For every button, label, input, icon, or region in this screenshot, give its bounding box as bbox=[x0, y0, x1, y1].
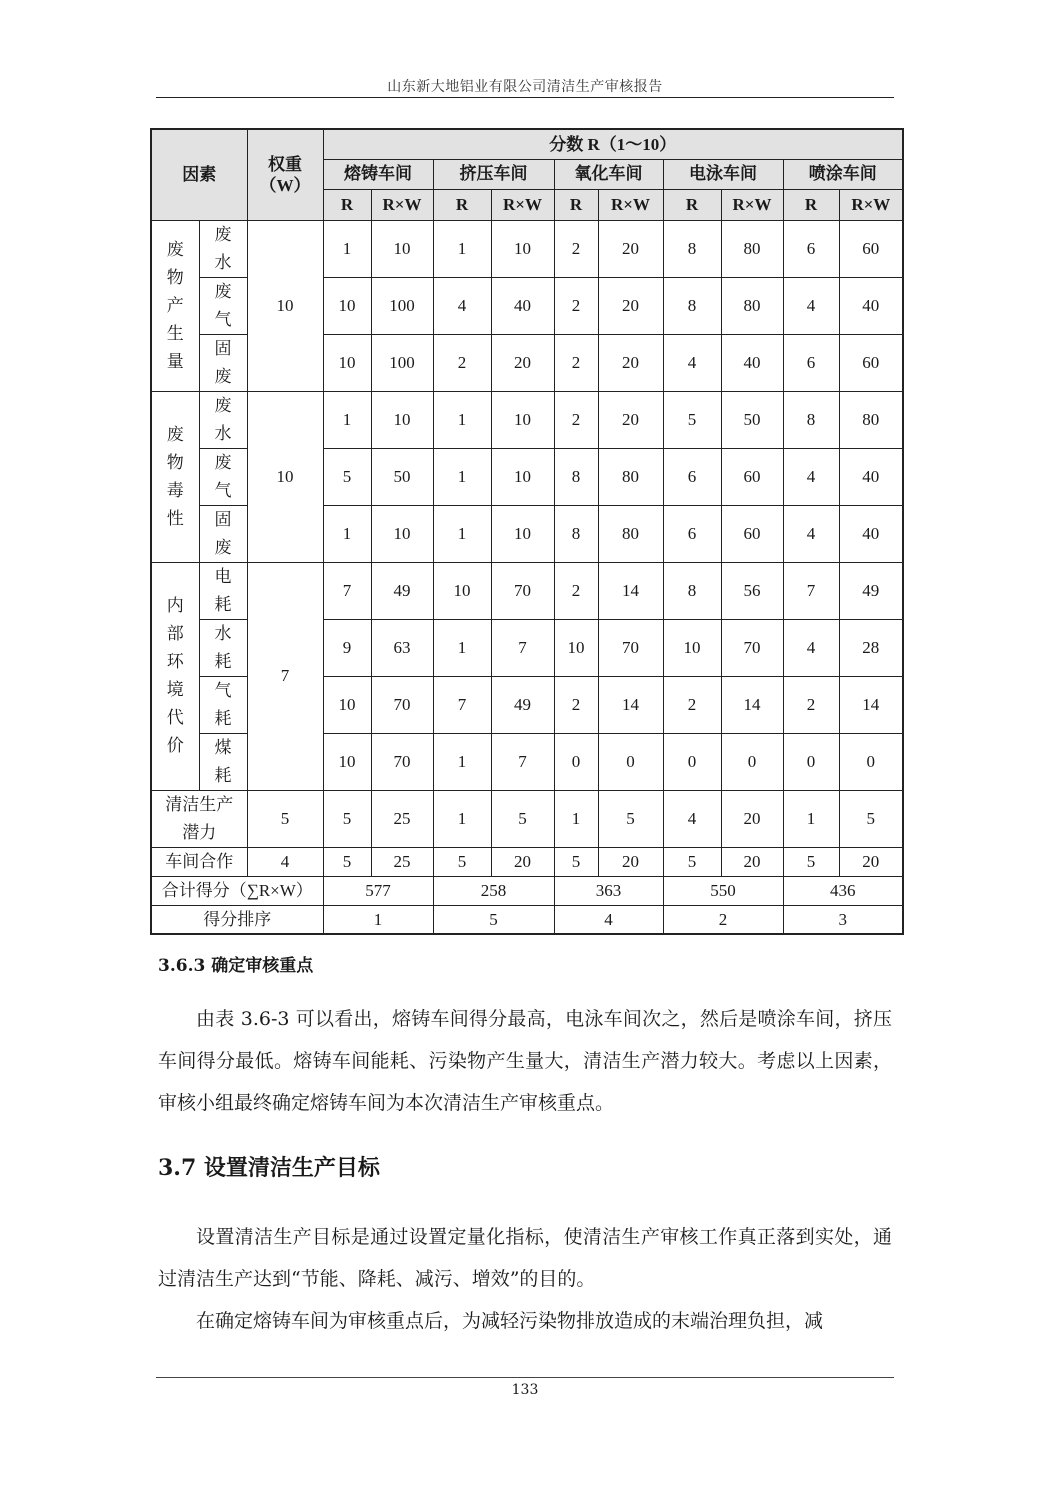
score-rw-cell: 50 bbox=[371, 448, 433, 505]
score-rw-cell: 5 bbox=[598, 790, 663, 847]
score-rw-cell: 50 bbox=[721, 391, 783, 448]
factor-sub-text: 水耗 bbox=[214, 623, 232, 671]
score-r-cell: 8 bbox=[554, 448, 598, 505]
factor-group-text: 废物毒性 bbox=[166, 424, 184, 528]
table-header bbox=[151, 129, 903, 220]
score-rw-cell: 10 bbox=[371, 391, 433, 448]
factor-sub-label bbox=[199, 334, 247, 391]
factor-sub-text: 固废 bbox=[214, 338, 232, 386]
factor-sub-label bbox=[199, 220, 247, 277]
score-r-cell: 0 bbox=[663, 733, 721, 790]
total-value: 436 bbox=[783, 876, 903, 905]
score-r-cell: 0 bbox=[554, 733, 598, 790]
score-r-cell: 2 bbox=[554, 220, 598, 277]
score-r-cell: 10 bbox=[663, 619, 721, 676]
score-rw-cell: 5 bbox=[839, 790, 903, 847]
score-rw-cell: 20 bbox=[598, 847, 663, 876]
score-r-cell: 10 bbox=[323, 676, 371, 733]
header-rule bbox=[156, 97, 894, 98]
cooperation-label: 车间合作 bbox=[151, 847, 247, 876]
header-rw: R×W bbox=[491, 189, 554, 220]
score-r-cell: 1 bbox=[323, 220, 371, 277]
score-r-cell: 9 bbox=[323, 619, 371, 676]
score-r-cell: 6 bbox=[783, 334, 839, 391]
score-r-cell: 4 bbox=[433, 277, 491, 334]
factor-sub-text: 气耗 bbox=[214, 680, 232, 728]
score-rw-cell: 49 bbox=[371, 562, 433, 619]
rank-value: 1 bbox=[323, 905, 433, 934]
score-rw-cell: 49 bbox=[491, 676, 554, 733]
total-value: 550 bbox=[663, 876, 783, 905]
score-r-cell: 2 bbox=[554, 562, 598, 619]
weight-cell: 10 bbox=[247, 391, 323, 562]
score-rw-cell: 20 bbox=[598, 391, 663, 448]
score-rw-cell: 10 bbox=[371, 505, 433, 562]
score-r-cell: 4 bbox=[783, 277, 839, 334]
score-r-cell: 10 bbox=[323, 334, 371, 391]
score-r-cell: 2 bbox=[554, 334, 598, 391]
factor-sub-text: 电耗 bbox=[214, 566, 232, 614]
score-rw-cell: 5 bbox=[491, 790, 554, 847]
score-rw-cell: 20 bbox=[721, 847, 783, 876]
score-r-cell: 2 bbox=[433, 334, 491, 391]
score-r-cell: 2 bbox=[554, 676, 598, 733]
total-value: 363 bbox=[554, 876, 663, 905]
score-r-cell: 5 bbox=[323, 847, 371, 876]
score-rw-cell: 70 bbox=[598, 619, 663, 676]
score-rw-cell: 63 bbox=[371, 619, 433, 676]
factor-group-text: 废物产生量 bbox=[166, 239, 184, 371]
header-weight-line1: 权重 bbox=[268, 154, 302, 174]
footer-rule bbox=[156, 1377, 894, 1378]
score-r-cell: 5 bbox=[663, 847, 721, 876]
factor-sub-label bbox=[199, 733, 247, 790]
score-rw-cell: 28 bbox=[839, 619, 903, 676]
weight-cell: 10 bbox=[247, 220, 323, 391]
header-r: R bbox=[433, 189, 491, 220]
factor-sub-label bbox=[199, 505, 247, 562]
score-rw-cell: 20 bbox=[721, 790, 783, 847]
score-rw-cell: 20 bbox=[598, 277, 663, 334]
score-r-cell: 1 bbox=[554, 790, 598, 847]
score-r-cell: 4 bbox=[783, 505, 839, 562]
page-number: 133 bbox=[511, 1382, 539, 1398]
rank-value: 4 bbox=[554, 905, 663, 934]
score-rw-cell: 10 bbox=[371, 220, 433, 277]
score-r-cell: 8 bbox=[663, 562, 721, 619]
score-rw-cell: 10 bbox=[491, 448, 554, 505]
score-rw-cell: 10 bbox=[491, 505, 554, 562]
header-factor: 因素 bbox=[151, 129, 247, 220]
cooperation-row bbox=[151, 847, 903, 876]
score-r-cell: 10 bbox=[554, 619, 598, 676]
table-row bbox=[151, 562, 903, 619]
score-rw-cell: 10 bbox=[491, 391, 554, 448]
score-rw-cell: 60 bbox=[721, 448, 783, 505]
factor-group-label bbox=[151, 562, 199, 790]
score-r-cell: 8 bbox=[783, 391, 839, 448]
rank-row bbox=[151, 905, 903, 934]
score-r-cell: 10 bbox=[323, 277, 371, 334]
score-rw-cell: 100 bbox=[371, 334, 433, 391]
factor-group-label bbox=[151, 391, 199, 562]
table-body bbox=[151, 220, 903, 934]
score-r-cell: 1 bbox=[433, 505, 491, 562]
score-r-cell: 1 bbox=[433, 619, 491, 676]
factor-sub-text: 煤耗 bbox=[214, 737, 232, 785]
score-r-cell: 0 bbox=[783, 733, 839, 790]
score-rw-cell: 40 bbox=[491, 277, 554, 334]
score-rw-cell: 80 bbox=[598, 448, 663, 505]
score-r-cell: 7 bbox=[433, 676, 491, 733]
score-r-cell: 5 bbox=[554, 847, 598, 876]
table-row bbox=[151, 391, 903, 448]
header-r: R bbox=[554, 189, 598, 220]
header-workshop: 电泳车间 bbox=[663, 159, 783, 189]
score-r-cell: 10 bbox=[323, 733, 371, 790]
score-rw-cell: 40 bbox=[839, 505, 903, 562]
score-rw-cell: 70 bbox=[491, 562, 554, 619]
score-r-cell: 1 bbox=[433, 790, 491, 847]
score-r-cell: 10 bbox=[433, 562, 491, 619]
factor-sub-label bbox=[199, 562, 247, 619]
factor-sub-text: 废水 bbox=[214, 395, 232, 443]
score-r-cell: 5 bbox=[663, 391, 721, 448]
score-r-cell: 5 bbox=[323, 790, 371, 847]
scoring-table bbox=[150, 128, 904, 935]
score-rw-cell: 20 bbox=[839, 847, 903, 876]
rank-value: 3 bbox=[783, 905, 903, 934]
factor-sub-text: 固废 bbox=[214, 509, 232, 557]
score-rw-cell: 40 bbox=[839, 448, 903, 505]
score-r-cell: 4 bbox=[783, 619, 839, 676]
header-r: R bbox=[783, 189, 839, 220]
total-row bbox=[151, 876, 903, 905]
score-rw-cell: 70 bbox=[371, 676, 433, 733]
score-rw-cell: 70 bbox=[721, 619, 783, 676]
header-score-group: 分数 R（1～10） bbox=[323, 129, 903, 159]
header-workshop: 熔铸车间 bbox=[323, 159, 433, 189]
score-rw-cell: 0 bbox=[839, 733, 903, 790]
score-rw-cell: 40 bbox=[721, 334, 783, 391]
table-row bbox=[151, 220, 903, 277]
score-rw-cell: 0 bbox=[598, 733, 663, 790]
header-rw: R×W bbox=[839, 189, 903, 220]
score-rw-cell: 40 bbox=[839, 277, 903, 334]
potential-label: 清洁生产潜力 bbox=[151, 790, 247, 847]
factor-sub-label bbox=[199, 448, 247, 505]
header-weight-line2: （W） bbox=[259, 175, 311, 195]
score-r-cell: 8 bbox=[554, 505, 598, 562]
score-rw-cell: 56 bbox=[721, 562, 783, 619]
score-rw-cell: 20 bbox=[598, 220, 663, 277]
score-r-cell: 7 bbox=[783, 562, 839, 619]
header-workshop: 喷涂车间 bbox=[783, 159, 903, 189]
factor-sub-label bbox=[199, 676, 247, 733]
score-r-cell: 1 bbox=[783, 790, 839, 847]
score-rw-cell: 100 bbox=[371, 277, 433, 334]
score-rw-cell: 14 bbox=[839, 676, 903, 733]
score-r-cell: 8 bbox=[663, 277, 721, 334]
rank-value: 2 bbox=[663, 905, 783, 934]
score-rw-cell: 49 bbox=[839, 562, 903, 619]
score-rw-cell: 80 bbox=[598, 505, 663, 562]
score-rw-cell: 14 bbox=[721, 676, 783, 733]
score-r-cell: 6 bbox=[783, 220, 839, 277]
factor-sub-text: 废气 bbox=[214, 281, 232, 329]
score-r-cell: 4 bbox=[783, 448, 839, 505]
section-paragraph-3-7-2: 在确定熔铸车间为审核重点后，为减轻污染物排放造成的末端治理负担，减 bbox=[196, 1310, 824, 1332]
total-value: 577 bbox=[323, 876, 433, 905]
score-r-cell: 2 bbox=[783, 676, 839, 733]
factor-sub-text: 废水 bbox=[214, 224, 232, 272]
score-r-cell: 1 bbox=[433, 448, 491, 505]
score-rw-cell: 80 bbox=[721, 277, 783, 334]
potential-row bbox=[151, 790, 903, 847]
score-r-cell: 2 bbox=[554, 391, 598, 448]
score-rw-cell: 0 bbox=[721, 733, 783, 790]
weight-cell: 5 bbox=[247, 790, 323, 847]
header-weight bbox=[247, 129, 323, 220]
score-rw-cell: 14 bbox=[598, 562, 663, 619]
score-rw-cell: 25 bbox=[371, 790, 433, 847]
score-r-cell: 2 bbox=[554, 277, 598, 334]
score-r-cell: 5 bbox=[783, 847, 839, 876]
score-r-cell: 4 bbox=[663, 790, 721, 847]
score-r-cell: 1 bbox=[433, 733, 491, 790]
score-rw-cell: 14 bbox=[598, 676, 663, 733]
score-r-cell: 6 bbox=[663, 448, 721, 505]
score-r-cell: 5 bbox=[323, 448, 371, 505]
score-rw-cell: 7 bbox=[491, 733, 554, 790]
factor-sub-text: 废气 bbox=[214, 452, 232, 500]
score-rw-cell: 10 bbox=[491, 220, 554, 277]
total-value: 258 bbox=[433, 876, 554, 905]
section-paragraph-3-7-1: 设置清洁生产目标是通过设置定量化指标，使清洁生产审核工作真正落到实处，通过清洁生产达到“节能、降耗、减污、增效”的目的。 bbox=[158, 1226, 892, 1290]
score-r-cell: 1 bbox=[323, 505, 371, 562]
score-r-cell: 1 bbox=[433, 391, 491, 448]
factor-group-text: 内部环境代价 bbox=[166, 596, 184, 755]
score-rw-cell: 70 bbox=[371, 733, 433, 790]
header-rw: R×W bbox=[721, 189, 783, 220]
page-header: 山东新大地铝业有限公司清洁生产审核报告 bbox=[387, 79, 663, 95]
rank-value: 5 bbox=[433, 905, 554, 934]
score-r-cell: 1 bbox=[433, 220, 491, 277]
score-r-cell: 7 bbox=[323, 562, 371, 619]
score-rw-cell: 60 bbox=[839, 220, 903, 277]
score-r-cell: 2 bbox=[663, 676, 721, 733]
header-rw: R×W bbox=[598, 189, 663, 220]
total-label: 合计得分（∑R×W） bbox=[151, 876, 323, 905]
score-r-cell: 1 bbox=[323, 391, 371, 448]
section-paragraph-3-6-3: 由表 3.6-3 可以看出，熔铸车间得分最高，电泳车间次之，然后是喷涂车间，挤压车间得分最低。熔铸车间能耗、污染物产生量大，清洁生产潜力较大。考虑以上因素，审核小组最终确定熔铸车间为本次清洁生产审核重点。 bbox=[158, 1008, 892, 1114]
section-heading-3-7: 3.7 设置清洁生产目标 bbox=[158, 1155, 380, 1181]
header-r: R bbox=[323, 189, 371, 220]
factor-sub-label bbox=[199, 277, 247, 334]
score-rw-cell: 20 bbox=[598, 334, 663, 391]
header-workshop: 挤压车间 bbox=[433, 159, 554, 189]
section-heading-3-6-3: 3.6.3 确定审核重点 bbox=[158, 956, 314, 976]
score-rw-cell: 20 bbox=[491, 334, 554, 391]
score-rw-cell: 60 bbox=[721, 505, 783, 562]
score-rw-cell: 60 bbox=[839, 334, 903, 391]
weight-cell: 7 bbox=[247, 562, 323, 790]
header-rw: R×W bbox=[371, 189, 433, 220]
score-r-cell: 5 bbox=[433, 847, 491, 876]
score-r-cell: 4 bbox=[663, 334, 721, 391]
score-rw-cell: 80 bbox=[721, 220, 783, 277]
header-workshop: 氧化车间 bbox=[554, 159, 663, 189]
factor-sub-label bbox=[199, 391, 247, 448]
weight-cell: 4 bbox=[247, 847, 323, 876]
factor-sub-label bbox=[199, 619, 247, 676]
rank-label: 得分排序 bbox=[151, 905, 323, 934]
score-rw-cell: 80 bbox=[839, 391, 903, 448]
header-r: R bbox=[663, 189, 721, 220]
score-r-cell: 6 bbox=[663, 505, 721, 562]
score-rw-cell: 20 bbox=[491, 847, 554, 876]
factor-group-label bbox=[151, 220, 199, 391]
score-rw-cell: 25 bbox=[371, 847, 433, 876]
score-rw-cell: 7 bbox=[491, 619, 554, 676]
score-r-cell: 8 bbox=[663, 220, 721, 277]
